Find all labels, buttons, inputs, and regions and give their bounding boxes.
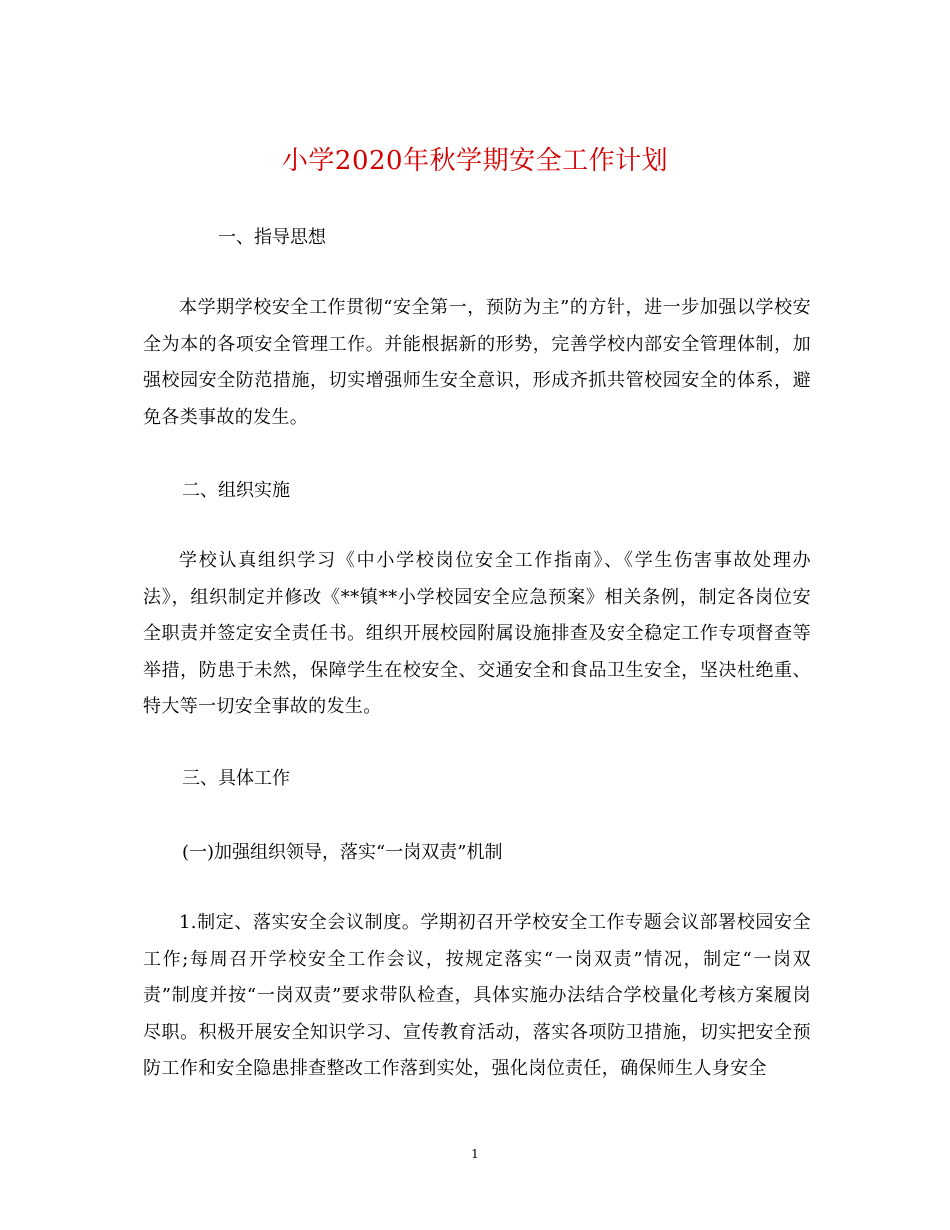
subsection-heading-1: (一)加强组织领导，落实“一岗双责”机制 (182, 842, 503, 863)
section-heading-2: 二、组织实施 (182, 480, 290, 501)
page-number: 1 (471, 1147, 479, 1161)
section-heading-3: 三、具体工作 (182, 768, 290, 789)
document-title: 小学2020年秋学期安全工作计划 (281, 146, 669, 176)
section-heading-1: 一、指导思想 (218, 227, 326, 248)
section-paragraph-1: 本学期学校安全工作贯彻“安全第一，预防为主”的方针，进一步加强以学校安全为本的各项安全管理工作。并能根据新的形势，完善学校内部安全管理体制，加强校园安全防范措施，切实增强师生安全意识，形成齐抓共管校园安全的体系，避免各类事故的发生。 (143, 297, 811, 428)
section-paragraph-2: 学校认真组织学习《中小学校岗位安全工作指南》、《学生伤害事故处理办法》，组织制定并修改《**镇**小学校园安全应急预案》相关条例，制定各岗位安全职责并签定安全责任书。组织开展校园附属设施排查及安全稳定工作专项督查等举措，防患于未然，保障学生在校安全、交通安全和食品卫生安全，坚决杜绝重、特大等一切安全事故的发生。 (143, 550, 811, 718)
list-item-1: 1.制定、落实安全会议制度。学期初召开学校安全工作专题会议部署校园安全工作;每周召开学校安全工作会议，按规定落实“一岗双责”情况，制定“一岗双责”制度并按“一岗双责”要求带队检查，具体实施办法结合学校量化考核方案履岗尽职。积极开展安全知识学习、宣传教育活动，落实各项防卫措施，切实把安全预防工作和安全隐患排查整改工作落到实处，强化岗位责任，确保师生人身安全 (143, 912, 811, 1080)
